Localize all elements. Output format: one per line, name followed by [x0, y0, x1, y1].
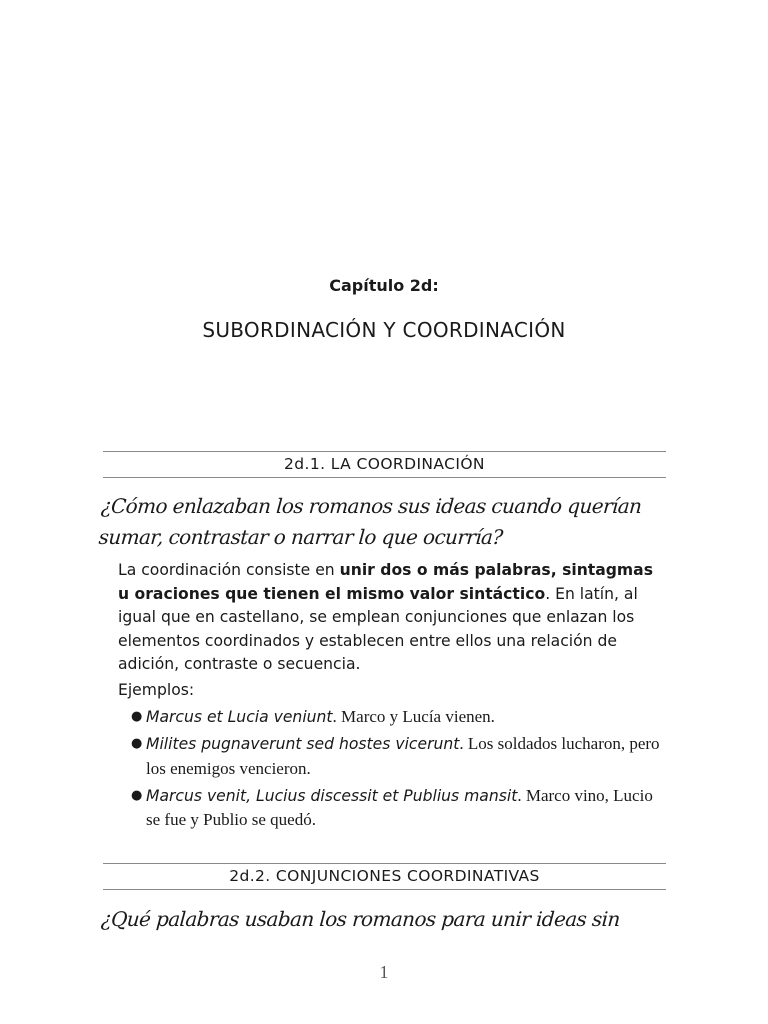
paragraph-text-1: La coordinación consiste en	[118, 561, 340, 579]
bullet-icon: ●	[131, 736, 143, 752]
page-number: 1	[379, 962, 389, 982]
examples-list	[118, 705, 663, 835]
examples-label: Ejemplos:	[118, 681, 195, 699]
list-item	[118, 732, 663, 781]
bullet-icon: ●	[131, 787, 143, 803]
chapter-title: SUBORDINACIÓN Y COORDINACIÓN	[202, 318, 566, 342]
section-question: ¿Qué palabras usaban los romanos para unir ideas sin	[100, 907, 621, 931]
example-translation: . Los soldados lucharon, pero los enemigos vencieron.	[146, 734, 660, 778]
paragraph-text-2: . En latín, al igual que en castellano, se emplean conjunciones que enlazan los elementos coordinados y establecen entre ellos una relación de adición, contraste o secuencia.	[118, 584, 638, 674]
bullet-icon: ●	[131, 709, 143, 724]
latin-example: Marcus venit, Lucius discessit et Publius mansit	[146, 786, 518, 805]
example-translation: . Marco vino, Lucio se fue y Publio se quedó.	[146, 785, 653, 830]
chapter-label: Capítulo 2d:	[329, 276, 439, 295]
section-question: ¿Cómo enlazaban los romanos sus ideas cuando querían sumar, contrastar o narrar lo que ocurría?	[97, 494, 643, 549]
paragraph-bold-text: unir dos o más palabras, sintagmas u oraciones que tienen el mismo valor sintáctico	[118, 561, 653, 603]
latin-example: Marcus et Lucia veniunt	[146, 708, 333, 726]
section-heading-coordinacion: 2d.1. LA COORDINACIÓN	[103, 451, 666, 478]
definition-paragraph	[118, 559, 663, 677]
list-item	[118, 705, 663, 730]
section-heading-conjunciones: 2d.2. CONJUNCIONES COORDINATIVAS	[103, 863, 666, 890]
example-translation: . Marco y Lucía vienen.	[332, 707, 495, 726]
latin-example: Milites pugnaverunt sed hostes vicerunt	[146, 735, 460, 754]
list-item	[118, 784, 663, 833]
